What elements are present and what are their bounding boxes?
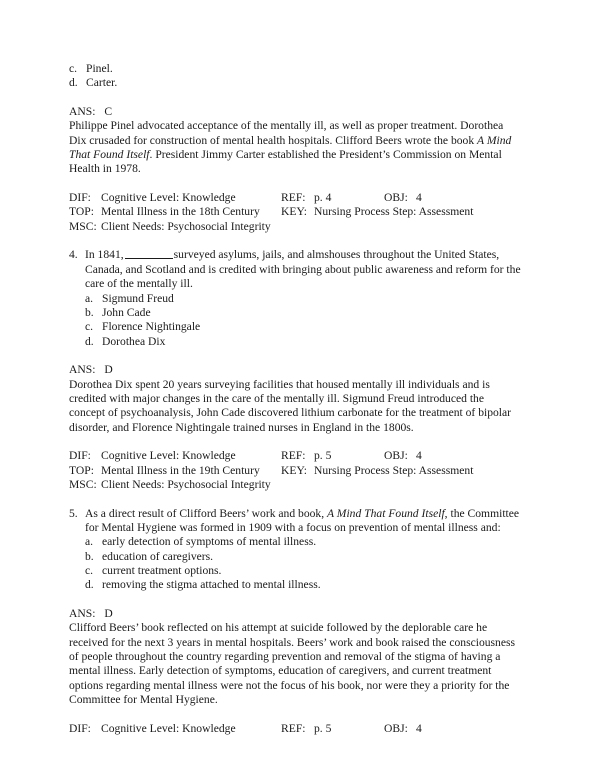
option-letter: d. bbox=[85, 334, 94, 348]
option-text: John Cade bbox=[102, 305, 151, 319]
ref-value: p. 4 bbox=[314, 191, 332, 205]
question-number: 5. bbox=[69, 506, 78, 520]
option-text: current treatment options. bbox=[102, 564, 222, 578]
obj-value: 4 bbox=[416, 449, 422, 463]
option-text: early detection of symptoms of mental illness. bbox=[102, 535, 317, 549]
option-letter: b. bbox=[85, 305, 94, 319]
metadata-row bbox=[69, 449, 521, 463]
ref-value: p. 5 bbox=[314, 449, 332, 463]
list-item[interactable] bbox=[85, 320, 521, 334]
list-item[interactable] bbox=[85, 306, 521, 320]
answer-line bbox=[69, 607, 521, 621]
msc-value: Client Needs: Psychosocial Integrity bbox=[101, 477, 271, 491]
option-letter: a. bbox=[85, 291, 94, 305]
question-number: 4. bbox=[69, 248, 78, 262]
option-text: Sigmund Freud bbox=[102, 291, 174, 305]
obj-value: 4 bbox=[416, 721, 422, 735]
metadata-row bbox=[69, 722, 521, 736]
rationale-paragraph bbox=[69, 119, 521, 176]
answer-options bbox=[85, 535, 521, 592]
list-item[interactable] bbox=[85, 335, 521, 349]
dif-label: DIF: bbox=[69, 191, 91, 205]
option-text: Carter. bbox=[86, 76, 118, 90]
rationale-paragraph: Dorothea Dix spent 20 years surveying facilities that housed mentally ill individuals and is credited with major changes in the care of the mentally ill. Sigmund Freud introduced the concept of psychoanalysis, John Cade discovered lithium carbonate for the treatment of bipolar disorder, and Florence Nightingale trained nurses in England in the 1800s. bbox=[69, 377, 512, 434]
question-5 bbox=[69, 507, 521, 593]
dif-value: Cognitive Level: Knowledge bbox=[101, 191, 236, 205]
metadata-row bbox=[69, 205, 521, 219]
answer-options bbox=[85, 292, 521, 349]
metadata-block bbox=[69, 449, 521, 492]
question-stem bbox=[85, 507, 521, 536]
metadata-block bbox=[69, 722, 521, 736]
answer-label: ANS: bbox=[69, 607, 96, 621]
dif-label: DIF: bbox=[69, 721, 91, 735]
key-label: KEY: bbox=[281, 205, 307, 219]
list-item[interactable] bbox=[85, 550, 521, 564]
list-item[interactable] bbox=[85, 564, 521, 578]
msc-label: MSC: bbox=[69, 477, 97, 491]
spacer bbox=[69, 177, 521, 191]
book-title: A Mind That Found Itself bbox=[327, 506, 445, 520]
metadata-block bbox=[69, 191, 521, 234]
key-label: KEY: bbox=[281, 463, 307, 477]
answer-value: D bbox=[104, 607, 113, 621]
continued-options-list bbox=[69, 62, 521, 91]
option-letter: b. bbox=[85, 549, 94, 563]
question-stem bbox=[85, 248, 521, 291]
dif-value: Cognitive Level: Knowledge bbox=[101, 449, 236, 463]
list-item[interactable] bbox=[85, 535, 521, 549]
option-letter: c. bbox=[85, 320, 94, 334]
stem-text-part2: surveyed asylums, jails, and almshouses throughout the United States, Canada, and Scotland and is credited with bringing about public awareness and reform for the care of the mentally ill. bbox=[85, 248, 521, 291]
option-text: education of caregivers. bbox=[102, 549, 214, 563]
answer-label: ANS: bbox=[69, 363, 96, 377]
key-value: Nursing Process Step: Assessment bbox=[314, 205, 474, 219]
option-letter: c. bbox=[69, 62, 78, 75]
ref-label: REF: bbox=[281, 449, 306, 463]
option-text: Dorothea Dix bbox=[102, 334, 166, 348]
stem-text-part1: In 1841, bbox=[85, 248, 124, 262]
ref-label: REF: bbox=[281, 191, 306, 205]
obj-label: OBJ: bbox=[384, 191, 408, 205]
spacer bbox=[69, 593, 521, 607]
option-letter: d. bbox=[69, 76, 78, 90]
option-text: Pinel. bbox=[86, 62, 113, 75]
spacer bbox=[69, 91, 521, 105]
spacer bbox=[69, 349, 521, 363]
answer-label: ANS: bbox=[69, 105, 96, 119]
top-value: Mental Illness in the 19th Century bbox=[101, 463, 260, 477]
spacer bbox=[69, 492, 521, 506]
rationale-paragraph: Clifford Beers’ book reflected on his attempt at suicide followed by the deplorable care he received for the next 3 years in mental hospitals. Beers’ work and book raised the consciousness of people throughout the country regarding prevention and removal of the stigma of having a mental illness. Early detection of symptoms, education of caregivers, and current treatment options regarding mental illness were not the focus of his book, nor were they a priority for the Committee for Mental Hygiene. bbox=[69, 621, 516, 707]
spacer bbox=[69, 234, 521, 248]
rationale-text-pre: Philippe Pinel advocated acceptance of the mentally ill, as well as proper treatment. Dorothea Dix crusaded for construction of mental health hospitals. Clifford Beers wrote the book bbox=[69, 119, 504, 147]
msc-value: Client Needs: Psychosocial Integrity bbox=[101, 219, 271, 233]
list-item[interactable] bbox=[85, 292, 521, 306]
metadata-row bbox=[69, 464, 521, 478]
list-item[interactable] bbox=[69, 62, 521, 76]
metadata-row bbox=[69, 478, 521, 492]
option-letter: d. bbox=[85, 578, 94, 592]
list-item[interactable] bbox=[85, 578, 521, 592]
spacer bbox=[69, 707, 521, 721]
stem-text-pre: As a direct result of Clifford Beers’ work and book, bbox=[85, 506, 328, 520]
obj-label: OBJ: bbox=[384, 449, 408, 463]
metadata-row bbox=[69, 220, 521, 234]
option-text: Florence Nightingale bbox=[102, 320, 201, 334]
answer-value: C bbox=[104, 105, 113, 119]
dif-value: Cognitive Level: Knowledge bbox=[101, 721, 236, 735]
obj-value: 4 bbox=[416, 191, 422, 205]
ref-value: p. 5 bbox=[314, 721, 332, 735]
answer-line bbox=[69, 105, 521, 119]
page-content bbox=[69, 62, 521, 736]
book-title: A Mind That Found Itself bbox=[69, 133, 512, 162]
key-value: Nursing Process Step: Assessment bbox=[314, 463, 474, 477]
list-item[interactable] bbox=[69, 76, 521, 90]
ref-label: REF: bbox=[281, 721, 306, 735]
question-4 bbox=[69, 248, 521, 348]
dif-label: DIF: bbox=[69, 449, 91, 463]
top-label: TOP: bbox=[69, 205, 94, 219]
answer-line bbox=[69, 363, 521, 377]
option-letter: a. bbox=[85, 535, 94, 549]
option-text: removing the stigma attached to mental illness. bbox=[102, 578, 321, 592]
obj-label: OBJ: bbox=[384, 721, 408, 735]
metadata-row bbox=[69, 191, 521, 205]
top-value: Mental Illness in the 18th Century bbox=[101, 205, 260, 219]
answer-value: D bbox=[104, 363, 113, 377]
top-label: TOP: bbox=[69, 463, 94, 477]
msc-label: MSC: bbox=[69, 219, 97, 233]
stem-text-post: , the Committee for Mental Hygiene was formed in 1909 with a focus on prevention of mental illness and: bbox=[85, 506, 520, 534]
rationale-text-post: . President Jimmy Carter established the President’s Commission on Mental Health in 1978. bbox=[69, 148, 502, 176]
fill-in-blank bbox=[125, 258, 173, 259]
spacer bbox=[69, 435, 521, 449]
option-letter: c. bbox=[85, 564, 94, 578]
